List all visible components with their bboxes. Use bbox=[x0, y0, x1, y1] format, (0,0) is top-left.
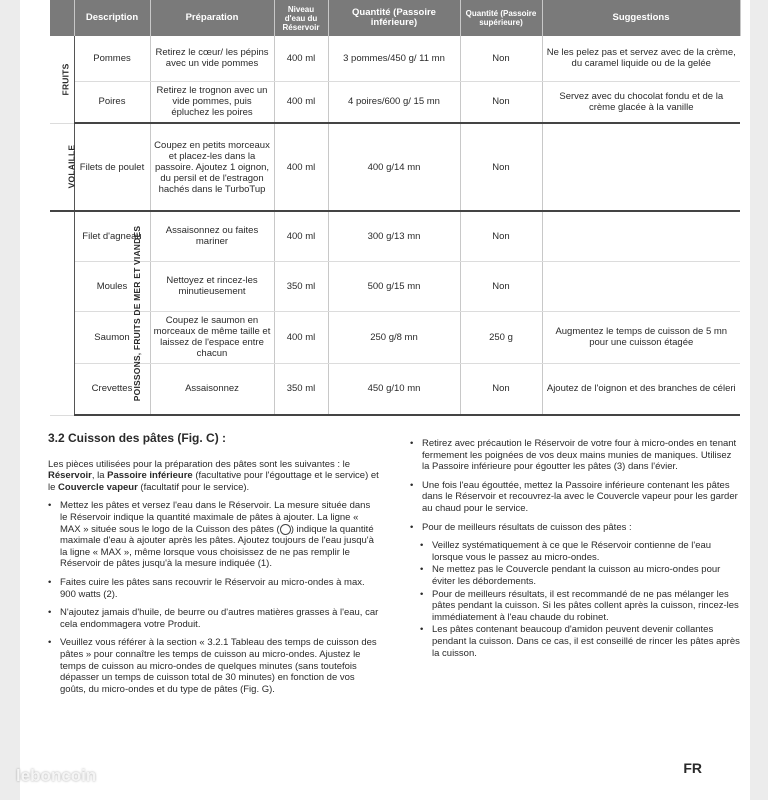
cell-suggestions: Ne les pelez pas et servez avec de la crème, du caramel liquide ou de la gelée bbox=[542, 36, 740, 81]
header-quantite: Quantité (Passoire inférieure) bbox=[328, 0, 460, 36]
left-column bbox=[48, 433, 380, 702]
list-item: • N'ajoutez jamais d'huile, de beurre ou d'autres matières grasses à l'eau, car cela endommagera votre Produit. bbox=[48, 607, 380, 630]
cell-description: Crevettes bbox=[74, 363, 150, 415]
timer-icon bbox=[280, 524, 291, 535]
cell-niveau: 400 ml bbox=[274, 311, 328, 363]
cell-quantite: 3 pommes/450 g/ 11 mn bbox=[328, 36, 460, 81]
table-row bbox=[50, 36, 740, 81]
table-row bbox=[50, 211, 740, 261]
cell-preparation: Coupez le saumon en morceaux de même taille et laissez de l'espace entre chacun bbox=[150, 311, 274, 363]
cell-suggestions bbox=[542, 211, 740, 261]
cell-description: Moules bbox=[74, 261, 150, 311]
cell-suggestions: Ajoutez de l'oignon et des branches de céleri bbox=[542, 363, 740, 415]
category-poissons: POISSONS, FRUITS DE MER ET VIANDES bbox=[50, 211, 74, 415]
sub-list-item: • Veillez systématiquement à ce que le Réservoir contienne de l'eau lorsque vous le passez au micro-ondes. bbox=[410, 540, 740, 563]
section-title: 3.2 Cuisson des pâtes (Fig. C) : bbox=[48, 431, 227, 445]
list-item: • Retirez avec précaution le Réservoir de votre four à micro-ondes en tenant fermement les poignées de vos deux mains munies de maniques. Utilisez la Passoire inférieure pour égoutter les pâtes (3) dans l'évier. bbox=[410, 438, 740, 473]
header-quantite-sup: Quantité (Passoire supérieure) bbox=[460, 0, 542, 36]
list-item: • Une fois l'eau égouttée, mettez la Passoire inférieure contenant les pâtes dans le Réservoir et recouvrez-la avec le Couvercle vapeur pour les garder au chaud pour le service. bbox=[410, 480, 740, 515]
right-column bbox=[410, 438, 740, 660]
cell-description: Filets de poulet bbox=[74, 123, 150, 211]
cell-description: Poires bbox=[74, 81, 150, 123]
cell-quantite-sup: Non bbox=[460, 261, 542, 311]
language-label: FR bbox=[683, 760, 702, 776]
sub-list-item: • Ne mettez pas le Couvercle pendant la cuisson au micro-ondes pour éviter les débordements. bbox=[410, 564, 740, 587]
document-page bbox=[20, 0, 750, 800]
cell-suggestions bbox=[542, 123, 740, 211]
cell-quantite: 4 poires/600 g/ 15 mn bbox=[328, 81, 460, 123]
list-item: • Pour de meilleurs résultats de cuisson des pâtes : bbox=[410, 522, 740, 534]
header-niveau: Niveau d'eau du Réservoir bbox=[274, 0, 328, 36]
cell-quantite-sup: 250 g bbox=[460, 311, 542, 363]
cell-suggestions: Servez avec du chocolat fondu et de la crème glacée à la vanille bbox=[542, 81, 740, 123]
cell-niveau: 350 ml bbox=[274, 261, 328, 311]
cell-niveau: 400 ml bbox=[274, 211, 328, 261]
cell-description: Pommes bbox=[74, 36, 150, 81]
cell-quantite-sup: Non bbox=[460, 123, 542, 211]
table-row bbox=[50, 363, 740, 415]
cell-preparation: Assaisonnez ou faites mariner bbox=[150, 211, 274, 261]
table-row bbox=[50, 123, 740, 211]
table-row bbox=[50, 261, 740, 311]
cell-preparation: Assaisonnez bbox=[150, 363, 274, 415]
table-row bbox=[50, 81, 740, 123]
cell-quantite: 500 g/15 mn bbox=[328, 261, 460, 311]
list-item: • Veuillez vous référer à la section « 3.2.1 Tableau des temps de cuisson des pâtes » pour connaître les temps de cuisson au micro-ondes. Ajustez le temps de cuisson au micro-ondes de quelques minutes (sans toutefois dépasser un temps de cuisson total de 30 minutes) en fonction de vos goûts, du micro-ondes et du type de pâtes (Fig. G). bbox=[48, 637, 380, 695]
cell-quantite-sup: Non bbox=[460, 36, 542, 81]
cell-description: Filet d'agneau bbox=[74, 211, 150, 261]
header-description: Description bbox=[74, 0, 150, 36]
sub-list-item: • Les pâtes contenant beaucoup d'amidon peuvent devenir collantes pendant la cuisson. Dans ce cas, il est conseillé de rincer les pâtes après la cuisson. bbox=[410, 624, 740, 659]
cell-quantite: 250 g/8 mn bbox=[328, 311, 460, 363]
intro-paragraph: Les pièces utilisées pour la préparation des pâtes sont les suivantes : le Réservoir, la Passoire inférieure (facultative pour l'égouttage et le service) et le Couvercle vapeur (facultatif pour le service). bbox=[48, 458, 379, 493]
list-item: • Faites cuire les pâtes sans recouvrir le Réservoir au micro-ondes à max. 900 watts (2). bbox=[48, 577, 380, 600]
cooking-table bbox=[50, 0, 741, 416]
cell-quantite: 400 g/14 mn bbox=[328, 123, 460, 211]
table-row bbox=[50, 311, 740, 363]
header-corner bbox=[50, 0, 74, 36]
cell-niveau: 400 ml bbox=[274, 36, 328, 81]
cell-preparation: Nettoyez et rincez-les minutieusement bbox=[150, 261, 274, 311]
category-volaille: VOLAILLE bbox=[50, 123, 74, 211]
cell-quantite: 450 g/10 mn bbox=[328, 363, 460, 415]
table-header-row bbox=[50, 0, 740, 36]
cell-quantite: 300 g/13 mn bbox=[328, 211, 460, 261]
watermark: leboncoin bbox=[16, 766, 97, 785]
cell-description: Saumon bbox=[74, 311, 150, 363]
cell-niveau: 400 ml bbox=[274, 123, 328, 211]
cell-suggestions: Augmentez le temps de cuisson de 5 mn pour une cuisson étagée bbox=[542, 311, 740, 363]
cell-preparation: Coupez en petits morceaux et placez-les dans la passoire. Ajoutez 1 oignon, du persil et de l'estragon hachés dans le TurboTup bbox=[150, 123, 274, 211]
cell-niveau: 400 ml bbox=[274, 81, 328, 123]
cell-preparation: Retirez le cœur/ les pépins avec un vide pommes bbox=[150, 36, 274, 81]
cell-quantite-sup: Non bbox=[460, 363, 542, 415]
cell-niveau: 350 ml bbox=[274, 363, 328, 415]
header-preparation: Préparation bbox=[150, 0, 274, 36]
sub-list-item: • Pour de meilleurs résultats, il est recommandé de ne pas mélanger les pâtes pendant la cuisson. Si les pâtes collent après la cuisson, rincez-les immédiatement à l'eau chaude du robinet. bbox=[410, 589, 740, 624]
header-suggestions: Suggestions bbox=[542, 0, 740, 36]
cell-suggestions bbox=[542, 261, 740, 311]
cell-quantite-sup: Non bbox=[460, 211, 542, 261]
category-fruits: FRUITS bbox=[50, 36, 74, 123]
list-item: • Mettez les pâtes et versez l'eau dans le Réservoir. La mesure située dans le Réservoir indique la quantité maximale de pâtes à ajouter. La ligne « MAX » située sous le logo de la Cuisson des pâtes ( ) indique la quantité maximale d'eau à ajouter après les pâtes. Ajoutez toujours de l'eau jusqu'à la ligne « MAX », même lorsque vous choisissez de ne pas remplir le Réservoir de pâtes jusqu'à la mesure indiquée (1). bbox=[48, 500, 380, 570]
cell-quantite-sup: Non bbox=[460, 81, 542, 123]
cell-preparation: Retirez le trognon avec un vide pommes, puis épluchez les poires bbox=[150, 81, 274, 123]
